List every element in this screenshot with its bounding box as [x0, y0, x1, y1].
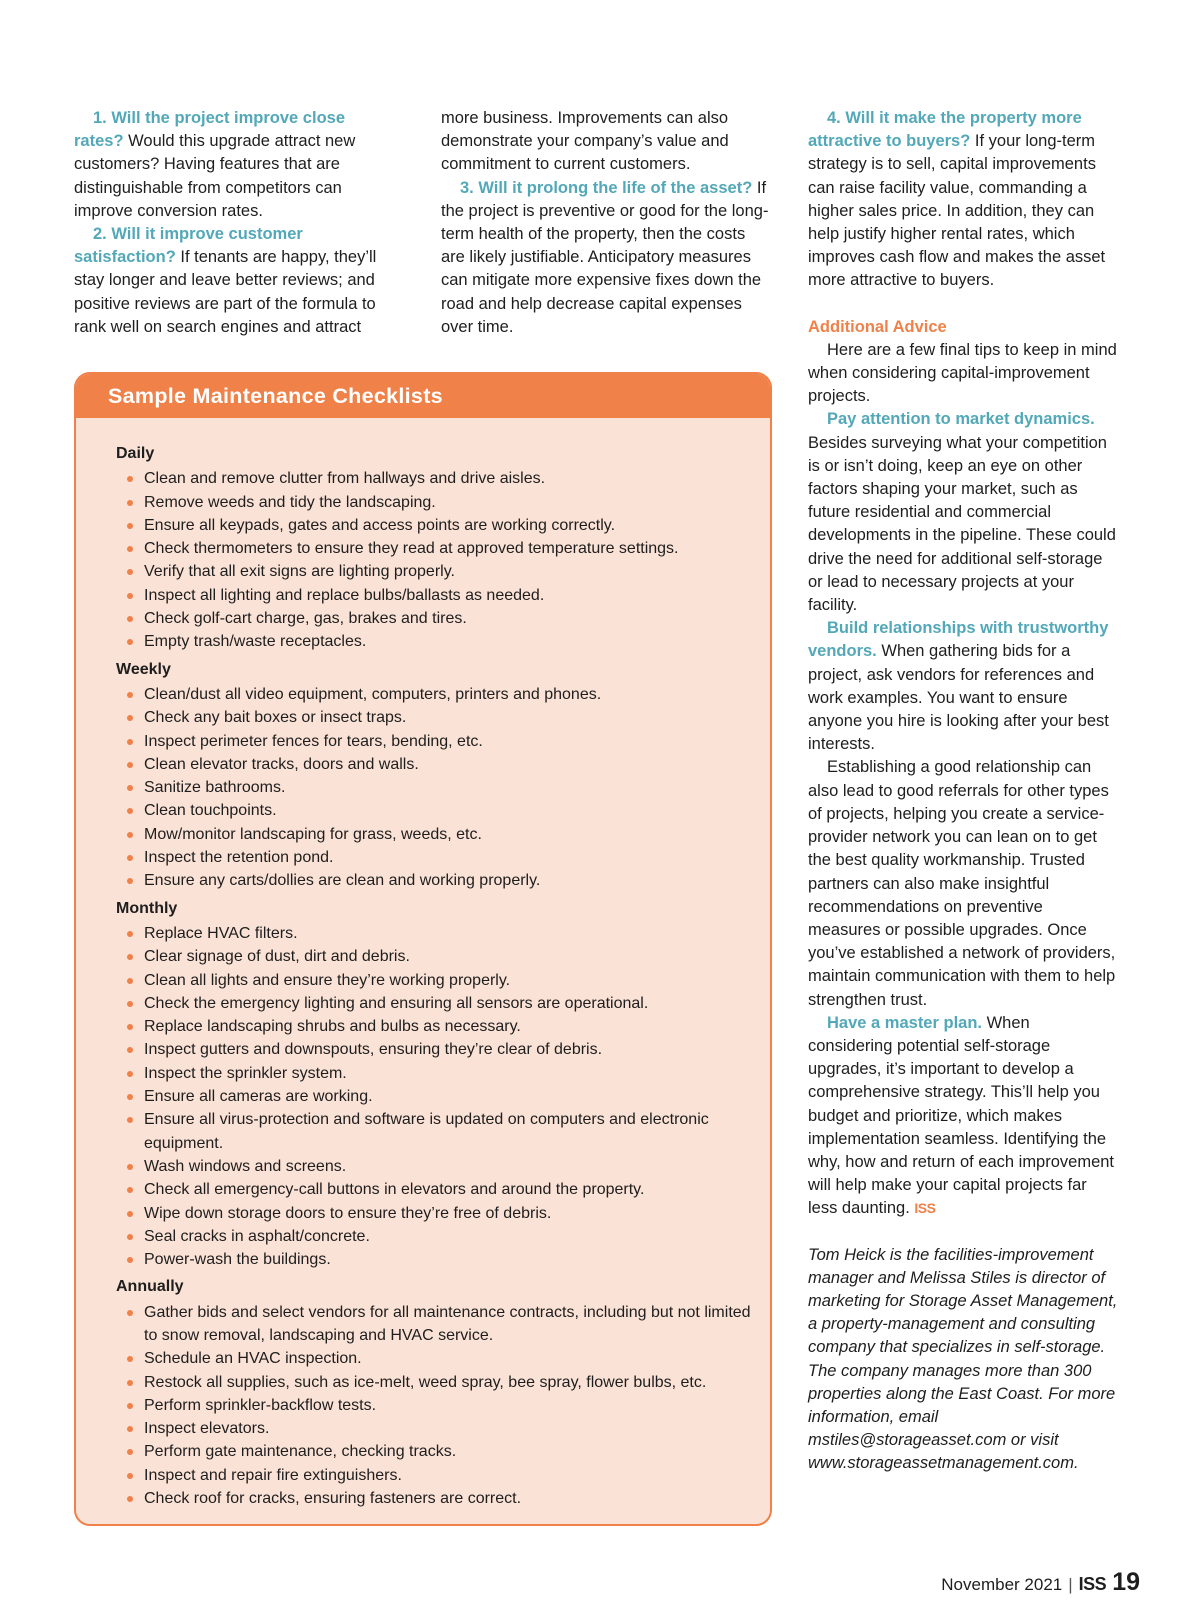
additional-advice-heading: Additional Advice — [808, 317, 947, 336]
footer-separator: | — [1068, 1575, 1073, 1594]
tip-3-text: When considering potential self-storage upgrades, it’s important to develop a comprehensive strategy. This’ll help you budget and prioritize, which makes implementation seamless. Identifying the why, how and return of each improvement will help make your capital projects far less daunting. — [808, 1013, 1115, 1218]
list-item: Check golf-cart charge, gas, brakes and tires. — [116, 607, 754, 630]
question-2-paragraph — [74, 223, 394, 339]
question-3-paragraph — [441, 177, 771, 339]
tip-2-heading: Build relationships with trustworthy vendors. — [808, 619, 1109, 661]
list-item: Schedule an HVAC inspection. — [116, 1347, 754, 1370]
question-3-heading: 3. Will it prolong the life of the asset? — [460, 178, 753, 197]
list-item: Ensure all keypads, gates and access points are working correctly. — [116, 514, 754, 537]
question-4-paragraph — [808, 107, 1118, 293]
question-3-text: If the project is preventive or good for the long-term health of the property, then the costs are likely justifiable. Anticipatory measures can mitigate more expensive fixes down the road and help decrease capital expenses over time. — [441, 178, 769, 336]
tip-1-text: Besides surveying what your competition is or isn’t doing, keep an eye on other factors shaping your market, such as future residential and commercial developments in the pipeline. These could drive the need for additional self-storage or lead to necessary projects at your facility. — [808, 433, 1116, 615]
article-column-3 — [808, 107, 1118, 1476]
section-title-monthly: Monthly — [116, 899, 178, 917]
checklist-body — [76, 418, 770, 1510]
question-4-text: If your long-term strategy is to sell, capital improvements can raise facility value, commanding a higher sales price. In addition, they can help justify higher rental rates, which improves cash flow and makes the asset more attractive to buyers. — [808, 132, 1106, 290]
question-1-text: Would this upgrade attract new customers? Having features that are distinguishable from competitors can improve conversion rates. — [74, 132, 356, 220]
list-item: Wash windows and screens. — [116, 1155, 754, 1178]
list-item: Clean elevator tracks, doors and walls. — [116, 753, 754, 776]
list-item: Inspect perimeter fences for tears, bending, etc. — [116, 730, 754, 753]
author-byline: Tom Heick is the facilities-improvement manager and Melissa Stiles is director of marketing for Storage Asset Management, a property-management and consulting company that specializes in self-storage. The company manages more than 300 properties along the East Coast. For more information, email mstiles@storageasset.com or visit www.storageassetmanagement.com. — [808, 1245, 1118, 1473]
section-title-daily: Daily — [116, 445, 155, 462]
list-item: Restock all supplies, such as ice-melt, weed spray, bee spray, flower bulbs, etc. — [116, 1371, 754, 1394]
question-4-heading: 4. Will it make the property more attractive to buyers? — [808, 109, 1082, 151]
list-item: Inspect gutters and downspouts, ensuring they’re clear of debris. — [116, 1038, 754, 1061]
section-title-weekly: Weekly — [116, 660, 171, 678]
daily-list — [116, 467, 754, 653]
list-item: Verify that all exit signs are lighting properly. — [116, 560, 754, 583]
page-footer — [941, 1568, 1140, 1597]
iss-end-mark: ISS — [914, 1200, 936, 1217]
list-item: Power-wash the buildings. — [116, 1248, 754, 1271]
list-item: Ensure all virus-protection and software is updated on computers and electronic equipment. — [116, 1108, 754, 1155]
list-item: Perform gate maintenance, checking tracks. — [116, 1440, 754, 1463]
list-item: Check all emergency-call buttons in elevators and around the property. — [116, 1178, 754, 1201]
question-2-text: If tenants are happy, they’ll stay longer and leave better reviews; and positive reviews are part of the formula to rank well on search engines and attract — [74, 248, 377, 336]
weekly-list — [116, 683, 754, 893]
list-item: Inspect the sprinkler system. — [116, 1062, 754, 1085]
tip-1-heading: Pay attention to market dynamics. — [827, 410, 1095, 429]
list-item: Inspect elevators. — [116, 1417, 754, 1440]
list-item: Clean/dust all video equipment, computers, printers and phones. — [116, 683, 754, 706]
issue-date: November 2021 — [941, 1575, 1063, 1594]
list-item: Clean touchpoints. — [116, 799, 754, 822]
tip-3-paragraph — [808, 1012, 1118, 1221]
monthly-list — [116, 922, 754, 1271]
question-1-paragraph — [74, 107, 394, 223]
list-item: Empty trash/waste receptacles. — [116, 630, 754, 653]
list-item: Replace landscaping shrubs and bulbs as necessary. — [116, 1015, 754, 1038]
list-item: Clean and remove clutter from hallways and drive aisles. — [116, 467, 754, 490]
list-item: Inspect the retention pond. — [116, 846, 754, 869]
list-item: Check the emergency lighting and ensuring all sensors are operational. — [116, 992, 754, 1015]
article-column-2 — [441, 107, 771, 339]
list-item: Gather bids and select vendors for all maintenance contracts, including but not limited to snow removal, landscaping and HVAC service. — [116, 1301, 754, 1348]
tip-2-paragraph-2: Establishing a good relationship can also lead to good referrals for other types of projects, helping you create a service-provider network you can lean on to get the best quality workmanship. Trusted partners can also make insightful recommendations on preventive measures or possible upgrades. Once you’ve established a network of providers, maintain communication with them to help strengthen trust. — [808, 758, 1116, 1009]
list-item: Ensure all cameras are working. — [116, 1085, 754, 1108]
tip-2-text: When gathering bids for a project, ask vendors for references and work examples. You want to ensure anyone you hire is looking after your best interests. — [808, 642, 1109, 754]
list-item: Inspect and repair fire extinguishers. — [116, 1464, 754, 1487]
list-item: Clean all lights and ensure they’re working properly. — [116, 969, 754, 992]
magazine-logo: ISS — [1078, 1574, 1107, 1594]
annually-list — [116, 1301, 754, 1511]
list-item: Check thermometers to ensure they read at approved temperature settings. — [116, 537, 754, 560]
tip-3-heading: Have a master plan. — [827, 1013, 982, 1032]
section-title-annually: Annually — [116, 1278, 184, 1296]
list-item: Sanitize bathrooms. — [116, 776, 754, 799]
question-2-heading: 2. Will it improve customer satisfaction? — [74, 225, 303, 267]
list-item: Wipe down storage doors to ensure they’re free of debris. — [116, 1202, 754, 1225]
continued-paragraph: more business. Improvements can also demonstrate your company’s value and commitment to current customers. — [441, 109, 729, 174]
list-item: Replace HVAC filters. — [116, 922, 754, 945]
list-item: Inspect all lighting and replace bulbs/ballasts as needed. — [116, 584, 754, 607]
list-item: Remove weeds and tidy the landscaping. — [116, 491, 754, 514]
checklist-title: Sample Maintenance Checklists — [76, 374, 770, 418]
advice-intro: Here are a few final tips to keep in mind when considering capital-improvement projects. — [808, 340, 1117, 406]
list-item: Check any bait boxes or insect traps. — [116, 706, 754, 729]
list-item: Perform sprinkler-backflow tests. — [116, 1394, 754, 1417]
list-item: Check roof for cracks, ensuring fasteners are correct. — [116, 1487, 754, 1510]
list-item: Ensure any carts/dollies are clean and working properly. — [116, 869, 754, 892]
list-item: Clear signage of dust, dirt and debris. — [116, 945, 754, 968]
article-column-1 — [74, 107, 394, 339]
maintenance-checklist-box — [74, 372, 772, 1526]
question-1-heading: 1. Will the project improve close rates? — [74, 109, 346, 151]
list-item: Seal cracks in asphalt/concrete. — [116, 1225, 754, 1248]
page-number: 19 — [1112, 1568, 1140, 1596]
tip-1-paragraph — [808, 408, 1118, 617]
list-item: Mow/monitor landscaping for grass, weeds, etc. — [116, 823, 754, 846]
tip-2-paragraph — [808, 617, 1118, 756]
